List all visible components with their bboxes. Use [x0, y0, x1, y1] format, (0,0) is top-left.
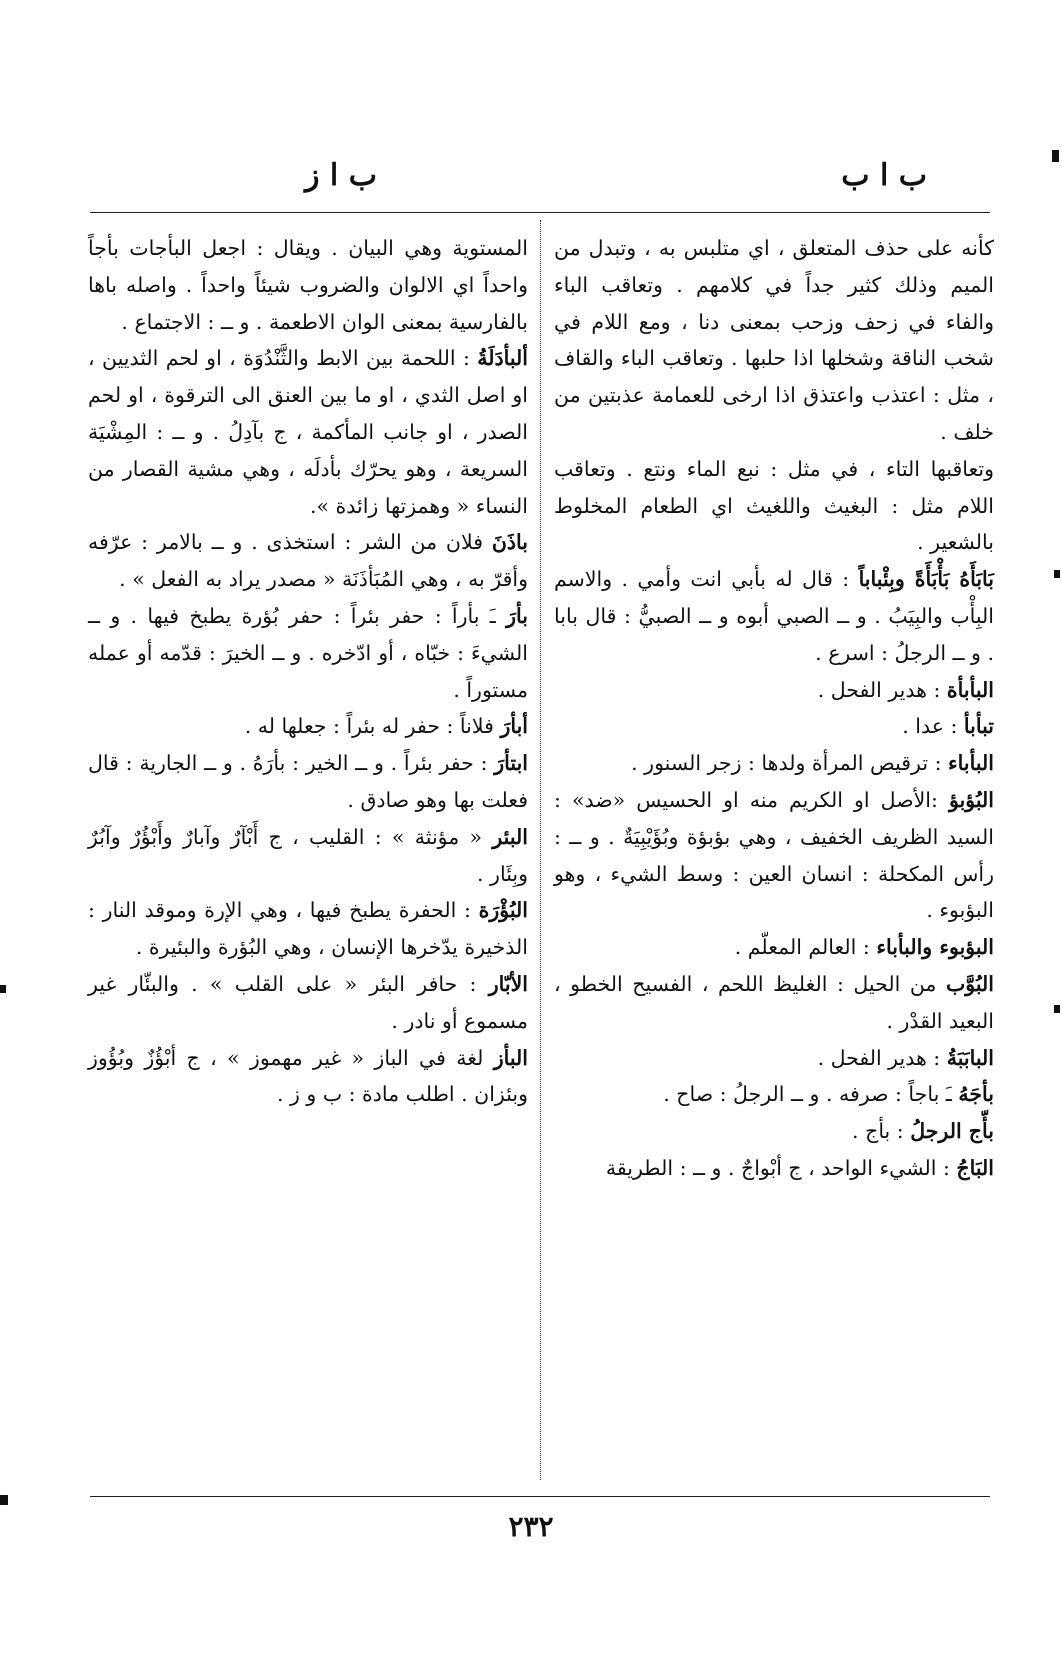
- entry-definition: : هدير الفحل .: [817, 1045, 941, 1070]
- entry-definition: : ترقيص المرأة ولدها : زجر السنور .: [631, 751, 942, 776]
- dictionary-entry: [88, 340, 528, 524]
- dictionary-entry: [554, 782, 994, 929]
- entry-headword: الأبّار: [488, 971, 528, 996]
- dictionary-entry: [88, 819, 528, 893]
- dictionary-entry: [88, 892, 528, 966]
- dictionary-entry: [88, 745, 528, 819]
- left-column: [88, 230, 528, 1113]
- dictionary-entry: [554, 451, 994, 561]
- entry-definition: وتعاقبها التاء ، في مثل : نبع الماء ونتع . وتعاقب اللام مثل : البغيث واللغيث اي الطعام المخلوط بالشعير .: [554, 456, 994, 555]
- entry-definition: : العالم المعلّم .: [734, 935, 870, 960]
- entry-definition: فلان من الشر : استخذى . و ــ بالامر : عرّفه وأقرّ به ، وهي المُبَأذَنَة « مصدر يراد به الفعل » .: [88, 530, 528, 592]
- dictionary-entry: [554, 966, 994, 1040]
- entry-definition: : الحفرة يطبخ فيها ، وهي الإرة وموقد النار : الذخيرة يدّخرها الإنسان ، وهي البُؤرة والبئيرة .: [88, 898, 528, 960]
- entry-headword: البأبأة: [946, 677, 994, 702]
- entry-definition: المستوية وهي البيان . ويقال : اجعل البأجات بأجاً واحداً اي الالوان والضروب شيئاً واحداً . واصله باها بالفارسية بمعنى الوان الاطعمة . و ــ : الاجتماع .: [88, 236, 528, 334]
- entry-headword: بأّج الرجلُ: [910, 1119, 994, 1144]
- entry-headword: البُوَّب: [945, 971, 994, 996]
- dictionary-entry: [88, 1040, 528, 1114]
- dictionary-entry: [554, 1040, 994, 1077]
- entry-headword: بأرَ: [506, 603, 528, 628]
- entry-definition: : عدا .: [902, 714, 958, 739]
- entry-definition: من الحيل : الغليظ اللحم ، الفسيح الخطو ، البعيد القدْر .: [554, 971, 994, 1033]
- entry-headword: ألبأدَلَةُ: [477, 346, 528, 371]
- dictionary-entry: [554, 1076, 994, 1113]
- dictionary-entry: [554, 929, 994, 966]
- entry-definition: : اللحمة بين الابط والثَّنْدُوَة ، او لحم الثديين ، او اصل الثدي ، او ما بين العنق الى الترقوة ، او لحم الصدر ، او جانب المأكمة ، ج بآدِلُ . و ــ : المِشْيَة السريعة ، وهو يحرّك بأدلَه ، وهي مشية القصار من النساء « وهمزتها زائدة ».: [88, 346, 528, 518]
- entry-headword: البأباء: [948, 751, 994, 776]
- entry-headword: البابَبَةُ: [946, 1045, 994, 1070]
- entry-definition: « مؤنثة » : القليب ، ج أَبْآرٌ وآبارٌ وأَبْؤُرٌ وآبُرٌ وبِئَار .: [88, 824, 528, 886]
- entry-definition: : الشيء الواحد ، ج أبْواجٌ . و ــ : الطريقة: [605, 1155, 950, 1180]
- entry-headword: البُؤبؤ: [948, 787, 994, 812]
- entry-definition: فلاناً : حفر له بئراً : جعلها له .: [244, 714, 494, 739]
- entry-definition: لغة في الباز « غير مهموز » ، ج أبْؤُزٌ وبُؤُوز وبئزان . اطلب مادة : ب و ز .: [88, 1045, 528, 1107]
- dictionary-entry: [88, 708, 528, 745]
- dictionary-entry: [554, 745, 994, 782]
- entry-definition: : بأج .: [852, 1119, 904, 1144]
- entry-definition: ـَ بأراً : حفر بئراً : حفر بُؤرة يطبخ فيها . و ــ الشيءَ : خبّاه ، أو ادّخره . و ــ الخيرَ : قدّمه أو عمله مستوراً .: [88, 603, 528, 702]
- column-divider: [540, 220, 541, 1480]
- entry-headword: بَابَأَهُ بَأْبَأَةً وبِئْباباً: [858, 567, 994, 592]
- entry-headword: ابتأرَ: [494, 751, 528, 776]
- entry-headword: البئر: [492, 824, 528, 849]
- dictionary-entry: [554, 708, 994, 745]
- entry-definition: : حافر البئر « على القلب » . والبئّار غير مسموع أو نادر .: [88, 971, 528, 1033]
- entry-headword: البأز: [493, 1045, 528, 1070]
- entry-definition: : قال له بأبي انت وأمي . والاسم البِأْب والبِيَبُ . و ــ الصبي أبوه و ــ الصبيُّ : قال بابا . و ــ الرجلُ : اسرع .: [554, 567, 994, 665]
- margin-mark: [0, 985, 6, 993]
- entry-definition: : هدير الفحل .: [817, 677, 941, 702]
- left-column-header: ب ا ز: [305, 158, 377, 193]
- dictionary-entry: [88, 524, 528, 598]
- entry-headword: بأجَهُ: [958, 1082, 994, 1107]
- right-column-header: ب ا ب: [841, 158, 927, 193]
- entry-definition: : حفر بئراً . و ــ الخير : بأرَهُ . و ــ الجارية : قال فعلت بها وهو صادق .: [88, 751, 528, 812]
- margin-mark: [1052, 150, 1059, 162]
- dictionary-entry: [554, 672, 994, 709]
- dictionary-entry: [554, 230, 994, 451]
- entry-headword: البَاجُ: [956, 1155, 994, 1180]
- dictionary-entry: [88, 966, 528, 1040]
- dictionary-entry: [554, 1150, 994, 1187]
- margin-mark: [1054, 570, 1060, 578]
- margin-mark: [0, 1495, 8, 1505]
- entry-headword: أبأرَ: [500, 714, 528, 739]
- entry-definition: كأنه على حذف المتعلق ، اي متلبس به ، وتبدل من الميم وذلك كثير جداً في كلامهم . وتعاقب الباء والفاء في زحف وزحب بمعنى دنا ، ومع اللام في شخب الناقة وشخلها اذا حلبها . وتعاقب الباء والقاف ، مثل : اعتذب واعتذق اذا ارخى للعمامة عذبتين من خلف .: [554, 236, 994, 444]
- dictionary-entry: [554, 561, 994, 671]
- top-rule: [90, 212, 990, 213]
- entry-headword: باذَنَ: [491, 530, 528, 555]
- right-column: [554, 230, 994, 1187]
- entry-headword: البؤبوء والبأباء: [876, 935, 994, 960]
- entry-headword: تبأبأ: [963, 714, 994, 739]
- margin-mark: [1054, 1005, 1060, 1013]
- entry-headword: البُؤْرَة: [478, 898, 528, 923]
- dictionary-entry: [554, 1113, 994, 1150]
- entry-definition: :الأصل او الكريم منه او الحسيس «ضد» : السيد الظريف الخفيف ، وهي بؤبؤة وبُؤَيْبِيَةٌ . و ــ : رأس المكحلة : انسان العين : وسط الشيء ، وهو البؤبوء .: [554, 787, 994, 923]
- entry-definition: ـَ باجاً : صرفه . و ــ الرجلُ : صاح .: [663, 1082, 952, 1107]
- dictionary-entry: [88, 598, 528, 708]
- dictionary-entry: [88, 230, 528, 340]
- bottom-rule: [90, 1496, 990, 1497]
- page-number: ٢٣٢: [508, 1510, 554, 1543]
